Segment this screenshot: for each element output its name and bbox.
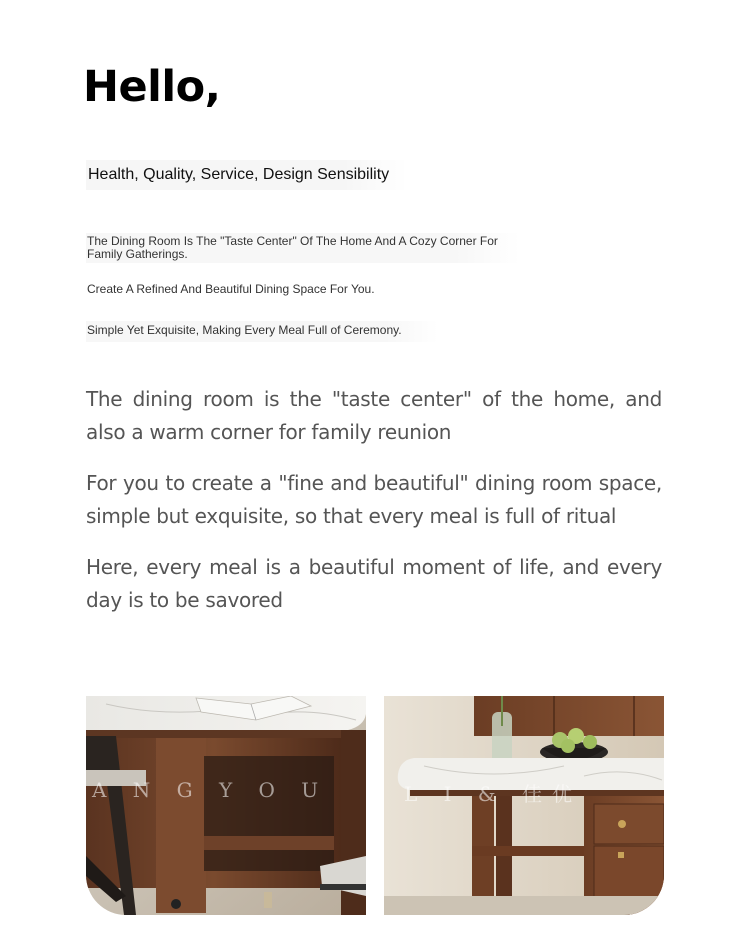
watermark-left: A N G Y O U <box>92 778 329 802</box>
body-paragraph-1: The dining room is the "taste center" of the home, and also a warm corner for family reunion <box>86 387 662 444</box>
body-paragraph-2: For you to create a "fine and beautiful" dining room space, simple but exquisite, so that every meal is full of ritual <box>86 471 662 528</box>
intro-line-3: Simple Yet Exquisite, Making Every Meal Full of Ceremony. <box>86 321 438 342</box>
dining-table-photo-left <box>86 696 366 915</box>
greeting-heading: Hello, <box>83 62 221 112</box>
intro-line-1: The Dining Room Is The "Taste Center" Of The Home And A Cozy Corner For Family Gatherings. <box>86 233 520 263</box>
tagline: Health, Quality, Service, Design Sensibility <box>86 160 407 190</box>
body-paragraph-3: Here, every meal is a beautiful moment of life, and every day is to be savored <box>86 555 662 612</box>
watermark-right: L I & 佳优 <box>404 782 583 806</box>
intro-line-2: Create A Refined And Beautiful Dining Space For You. <box>87 282 375 296</box>
